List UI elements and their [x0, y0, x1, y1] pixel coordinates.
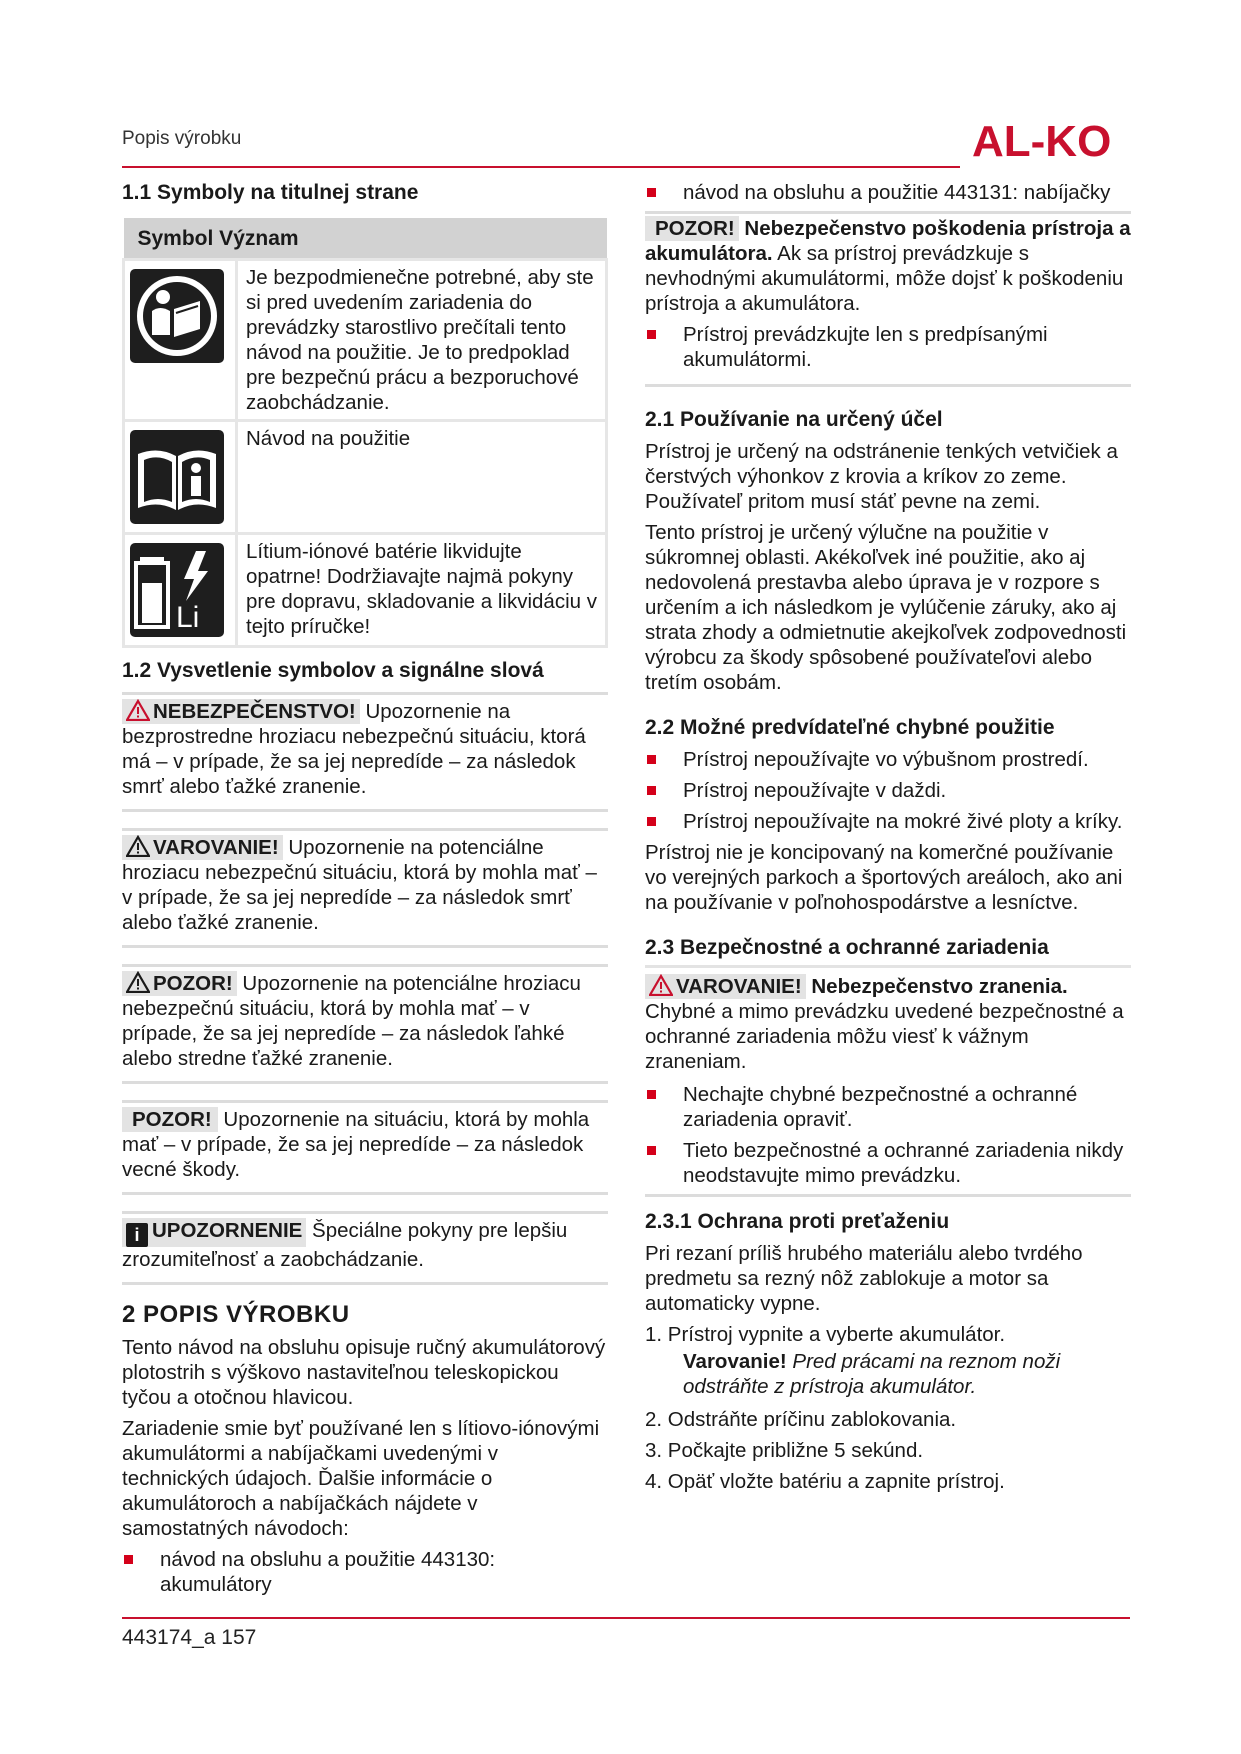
section-2-3-title: 2.3 Bezpečnostné a ochranné zariadenia	[645, 935, 1131, 968]
divider	[645, 1194, 1131, 1197]
bullet-square-icon	[647, 786, 656, 795]
list-item: Prístroj nepoužívajte v daždi.	[645, 778, 1131, 803]
warning-triangle-icon	[649, 974, 673, 996]
section-1-1-title: 1.1 Symboly na titulnej strane	[122, 181, 419, 204]
header-rule	[122, 166, 960, 168]
manual-info-icon	[130, 430, 224, 524]
paragraph: Prístroj je určený na odstránenie tenkých vetvičiek a čerstvých výhonkov z krovia a kríkov zo zeme. Používateľ pritom musí stáť pevne na zemi.	[645, 440, 1118, 513]
reset-steps	[645, 1322, 1131, 1494]
warning-text: Upozornenie na potenciálne hroziacu nebezpečnú situáciu, ktorá by mohla mať – v prípade, že sa jej nepredíde – za následok smrť alebo ťažké zranenie.	[122, 836, 597, 934]
warning-label: VAROVANIE!	[645, 974, 806, 999]
alko-logo	[970, 116, 1132, 164]
table-row	[124, 421, 607, 534]
caution-text: Ak sa prístroj prevádzkuje s nevhodnými akumulátormi, môže dojsť k poškodeniu prístroja a akumulátora.	[645, 242, 1124, 315]
notice-text: Upozornenie na situáciu, ktorá by mohla mať – v prípade, že sa jej nepredíde – za následok vecné škody.	[122, 1108, 590, 1181]
section-2-1-title: 2.1 Používanie na určený účel	[645, 408, 943, 431]
signal-danger	[122, 692, 608, 812]
list-item: Prístroj nepoužívajte na mokré živé ploty a kríky.	[645, 809, 1131, 834]
safety-warning	[645, 974, 1131, 1188]
warning-triangle-icon	[126, 971, 150, 993]
list-item: Tieto bezpečnostné a ochranné zariadenia nikdy neodstavujte mimo prevádzku.	[645, 1138, 1131, 1188]
warning-triangle-icon	[126, 835, 150, 857]
paragraph: Pri rezaní príliš hrubého materiálu alebo tvrdého predmetu sa rezný nôž zablokuje a motor sa automaticky vypne.	[645, 1242, 1083, 1315]
step-warning: Varovanie! Pred prácami na reznom noži odstráňte z prístroja akumulátor.	[683, 1350, 1061, 1398]
danger-label: NEBEZPEČENSTVO!	[122, 699, 360, 724]
section-2-title: 2 POPIS VÝROBKU	[122, 1301, 350, 1328]
paragraph: Tento prístroj je určený výlučne na použitie v súkromnej oblasti. Akékoľvek iné použitie, ako aj nedovolená prestavba alebo úprava je v rozpore s určením a ich následkom je vylúčenie záruky, ako aj strata zhody a odmietnutie akejkoľvek zodpovednosti výrobcu za škody spôsobené používateľovi alebo tretím osobám.	[645, 521, 1127, 694]
list-item: Nechajte chybné bezpečnostné a ochranné zariadenia opraviť.	[645, 1082, 1131, 1132]
caution-text: Upozornenie na potenciálne hroziacu nebezpečnú situáciu, ktorá by mohla mať – v prípade, že sa jej nepredíde – za následok ľahké alebo stredne ťažké zranenie.	[122, 972, 581, 1070]
read-manual-icon	[130, 269, 224, 363]
battery-caution-box	[645, 211, 1131, 387]
paragraph: Prístroj nie je koncipovaný na komerčné používanie vo verejných parkoch a športových areáloch, ako ani na používanie v poľnohospodárstve a lesníctve.	[645, 841, 1123, 914]
bullet-square-icon	[647, 330, 656, 339]
bullet-square-icon	[647, 188, 656, 197]
info-text: Špeciálne pokyny pre lepšiu zrozumiteľnosť a zaobchádzanie.	[122, 1219, 568, 1271]
footer-rule	[122, 1617, 1130, 1619]
list-item: 2. Odstráňte príčinu zablokovania.	[645, 1408, 957, 1431]
bullet-square-icon	[647, 1090, 656, 1099]
symbol-meaning: Je bezpodmienečne potrebné, aby ste si pred uvedením zariadenia do prevádzky starostlivo prečítali tento návod na použitie. Je to predpoklad pre bezpečnú prácu a bezporuchové zaobchádzanie.	[237, 260, 607, 421]
left-column	[122, 180, 608, 1603]
running-header: Popis výrobku	[122, 128, 242, 149]
caution-headline: Nebezpečenstvo poškodenia prístroja a akumulátora.	[645, 217, 1131, 265]
signal-info	[122, 1211, 608, 1285]
list-item: návod na obsluhu a použitie 443130: akumulátory	[122, 1547, 608, 1597]
paragraph: Tento návod na obsluhu opisuje ručný akumulátorový plotostrih s výškovo nastaviteľnou teleskopickou tyčou a otočnou hlavicou.	[122, 1336, 606, 1409]
li-ion-battery-icon	[130, 543, 224, 637]
symbol-meaning: Návod na použitie	[237, 421, 607, 534]
signal-warning	[122, 828, 608, 948]
right-column	[645, 180, 1131, 1500]
paragraph: Chybné a mimo prevádzku uvedené bezpečnostné a ochranné zariadenia môžu viesť k vážnym zraneniam.	[645, 1000, 1124, 1073]
list-item: 3. Počkajte približne 5 sekúnd.	[645, 1439, 924, 1462]
bullet-square-icon	[647, 1146, 656, 1155]
bullet-square-icon	[124, 1555, 133, 1564]
signal-notice	[122, 1100, 608, 1195]
svg-text:Li: Li	[176, 601, 200, 634]
paragraph: Zariadenie smie byť používané len s lítiovo-iónovými akumulátormi a nabíjačkami uvedenými v technických údajoch. Ďalšie informácie o akumulátoroch a nabíjačkách nájdete v samostatných návodoch:	[122, 1417, 600, 1540]
manual-list-continued	[645, 180, 1131, 205]
caution-label: POZOR!	[645, 216, 739, 241]
list-item: 1. Prístroj vypnite a vyberte akumulátor. Varovanie! Pred prácami na reznom noži odstráňte z prístroja akumulátor.	[645, 1322, 1131, 1399]
bullet-square-icon	[647, 755, 656, 764]
symbol-meaning: Lítium-iónové batérie likvidujte opatrne! Dodržiavajte najmä pokyny pre dopravu, skladovanie a likvidáciu v tejto príručke!	[237, 534, 607, 647]
warning-headline: Nebezpečenstvo zranenia.	[805, 975, 1068, 998]
info-label: i UPOZORNENIE	[122, 1218, 306, 1247]
info-icon: i	[126, 1223, 148, 1247]
list-item: návod na obsluhu a použitie 443131: nabíjačky	[645, 180, 1131, 205]
symbol-table	[122, 218, 608, 648]
bullet-square-icon	[647, 817, 656, 826]
manual-list	[122, 1547, 608, 1597]
list-item: Prístroj nepoužívajte vo výbušnom prostredí.	[645, 747, 1131, 772]
misuse-list	[645, 747, 1131, 834]
page-footer: 443174_a 157	[122, 1626, 257, 1649]
warning-triangle-icon	[126, 699, 150, 721]
section-2-2-title: 2.2 Možné predvídateľné chybné použitie	[645, 716, 1055, 739]
svg-text:AL-KO: AL-KO	[972, 117, 1112, 164]
warning-label: VAROVANIE!	[122, 835, 283, 860]
section-2-3-1-title: 2.3.1 Ochrana proti preťaženiu	[645, 1210, 950, 1233]
signal-caution	[122, 964, 608, 1084]
notice-label: POZOR!	[122, 1107, 218, 1132]
table-row	[124, 534, 607, 647]
symbol-table-header: Symbol Význam	[124, 218, 607, 260]
danger-text: Upozornenie na bezprostredne hroziacu nebezpečnú situáciu, ktorá má – v prípade, že sa jej nepredíde – za následok smrť alebo ťažké zranenie.	[122, 700, 586, 798]
list-item: Prístroj prevádzkujte len s predpísanými akumulátormi.	[645, 322, 1131, 372]
caution-label: POZOR!	[122, 971, 237, 996]
table-row	[124, 260, 607, 421]
section-1-2-title: 1.2 Vysvetlenie symbolov a signálne slová	[122, 659, 544, 682]
list-item: 4. Opäť vložte batériu a zapnite prístroj.	[645, 1470, 1005, 1493]
